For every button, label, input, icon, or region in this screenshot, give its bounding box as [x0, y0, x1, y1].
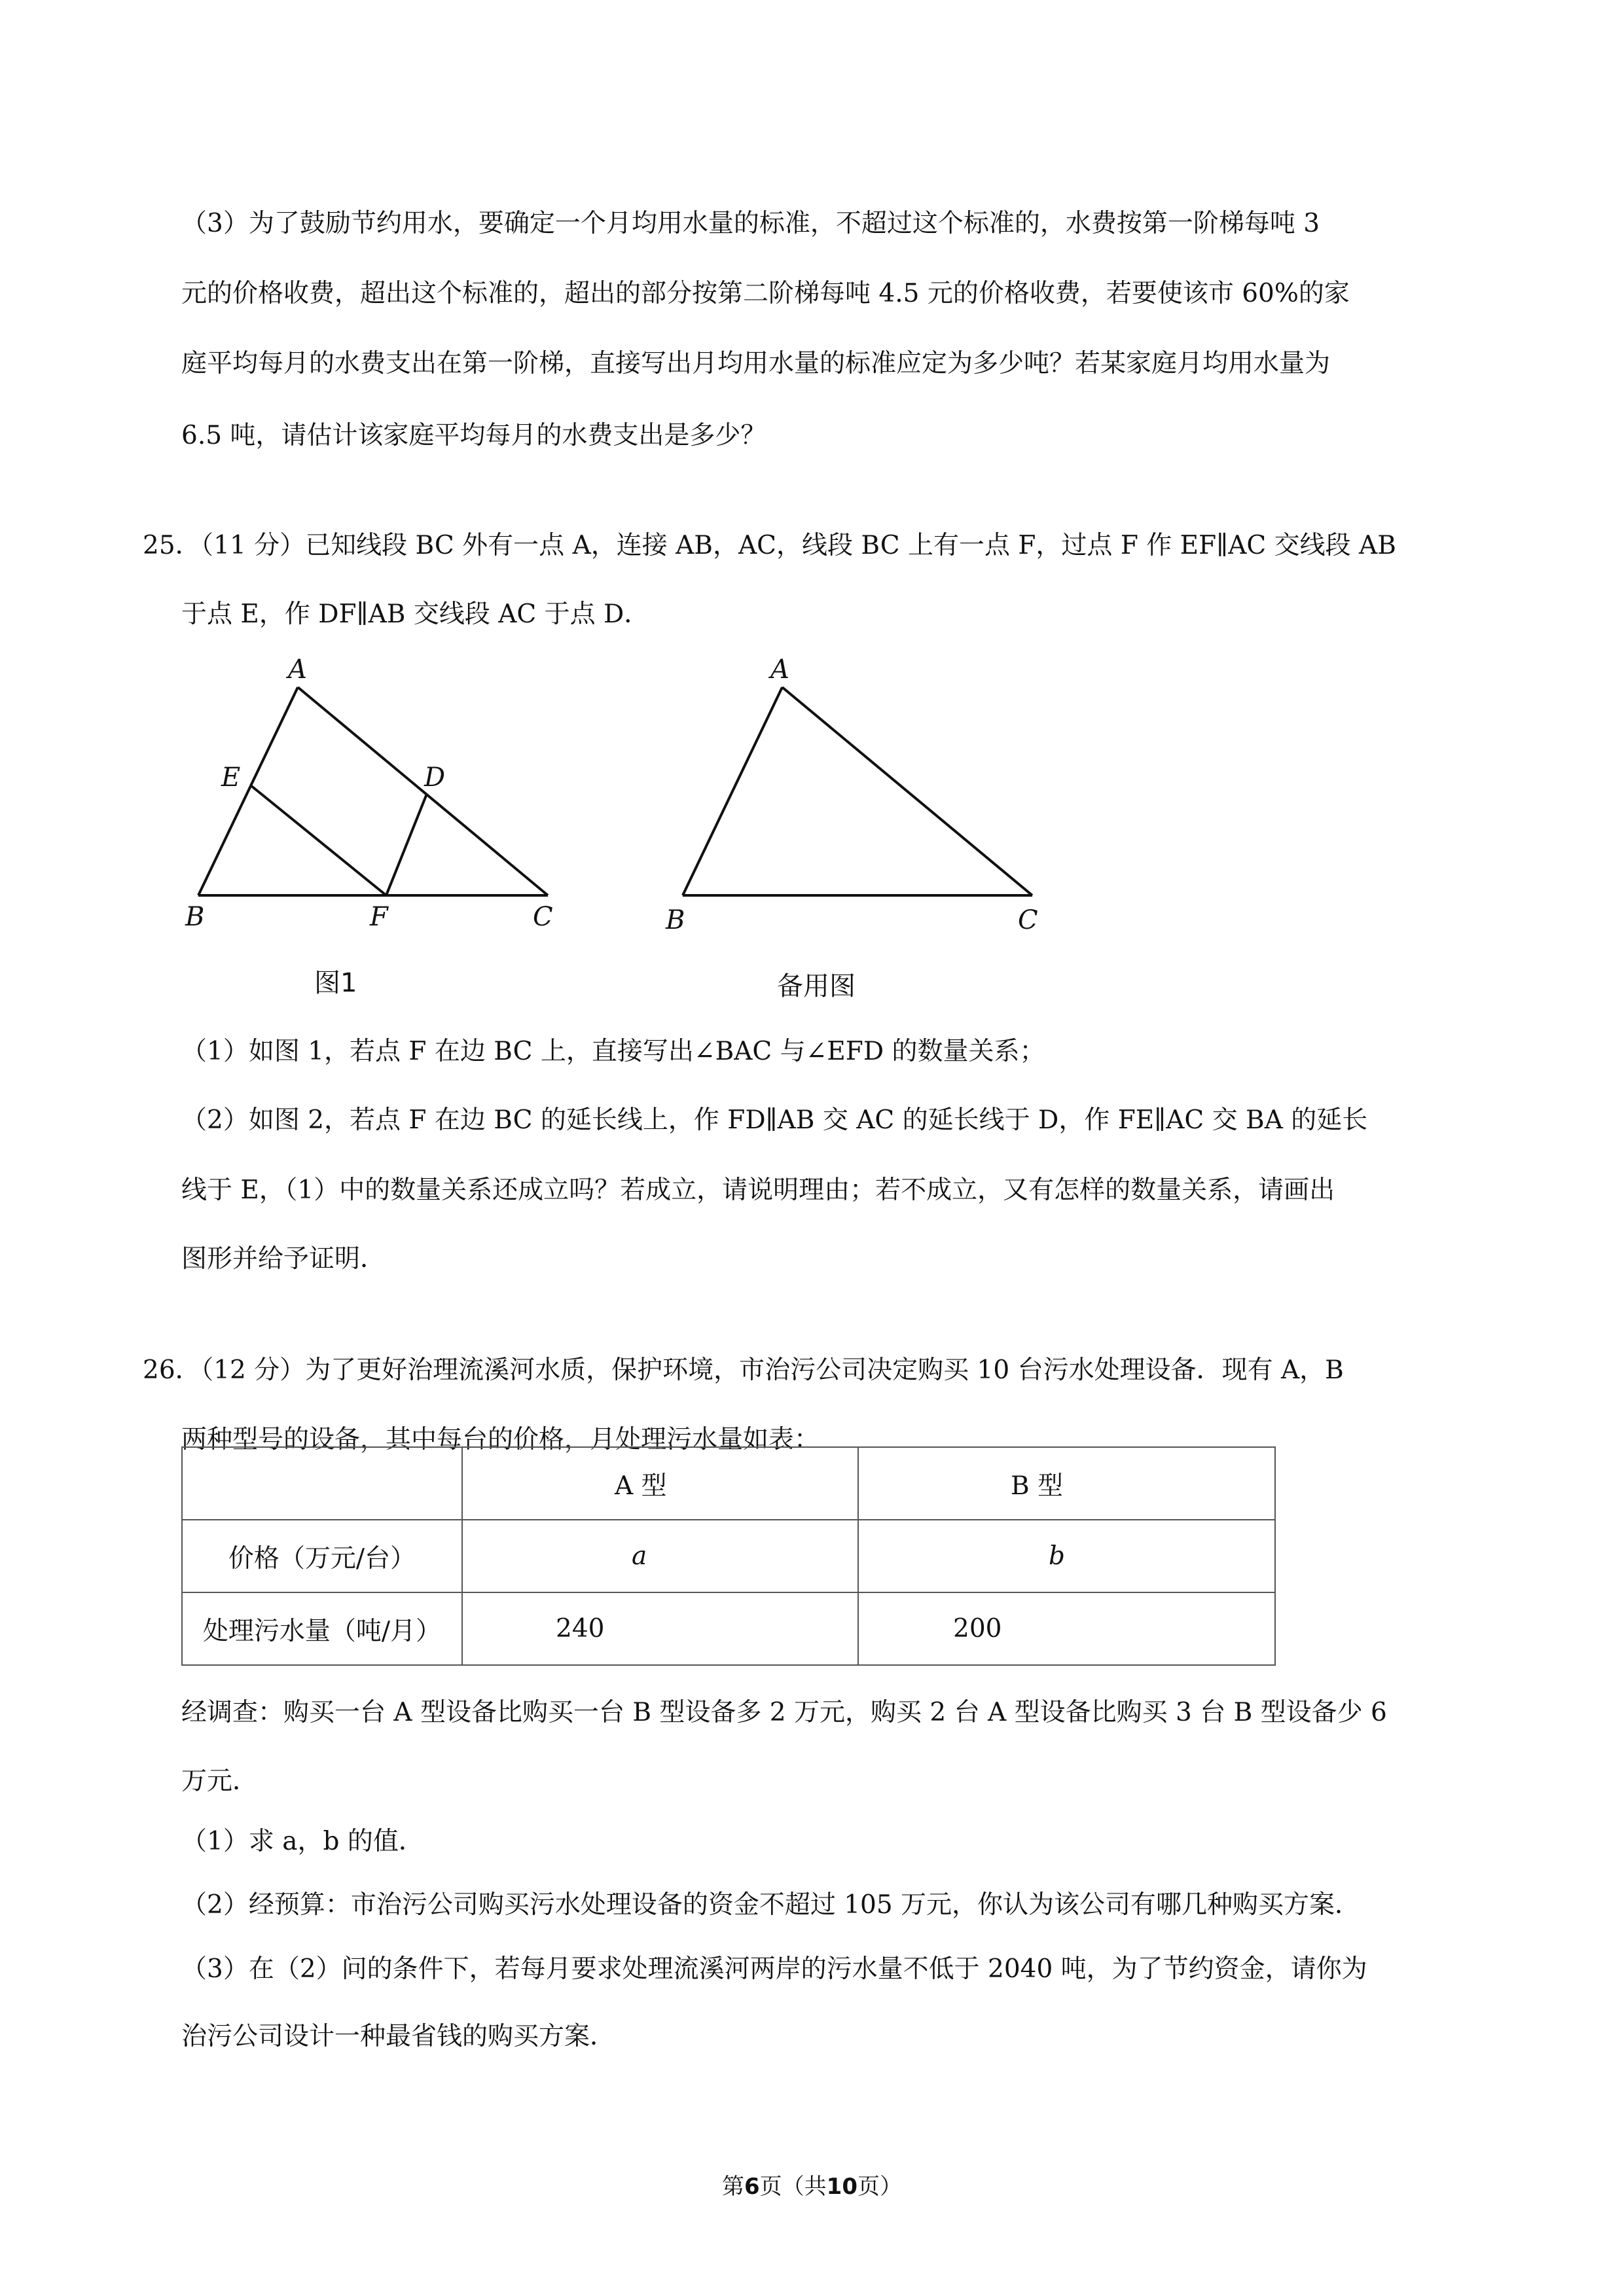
page-footer: [0, 2168, 1624, 2200]
table-cell: 处理污水量（吨/月）: [182, 1592, 462, 1665]
figure-1-triangle: [198, 687, 548, 895]
q26-part3-line1: （3）在（2）问的条件下，若每月要求处理流溪河两岸的污水量不低于 2040 吨，为了节约资金，请你为: [181, 1954, 1367, 1984]
fig1-label-F: F: [370, 902, 388, 932]
table-row: [182, 1592, 1275, 1665]
fig1-label-B: B: [185, 902, 205, 932]
table-header-row: [182, 1447, 1275, 1520]
table-row: [182, 1520, 1275, 1592]
footer-suffix: 页）: [857, 2174, 902, 2200]
equipment-table: [181, 1446, 1276, 1666]
q24-part3-line3: 庭平均每月的水费支出在第一阶梯，直接写出月均用水量的标准应定为多少吨？若某家庭月均用水量为: [181, 349, 1331, 378]
fig1-label-A: A: [288, 655, 307, 685]
q26-part3-line2: 治污公司设计一种最省钱的购买方案．: [181, 2022, 616, 2051]
fig2-label-B: B: [666, 905, 685, 935]
footer-total-pages: 10: [826, 2174, 857, 2200]
q26-survey-line2: 万元．: [181, 1767, 259, 1796]
q25-part2-line2: 线于 E，（1）中的数量关系还成立吗？若成立，请说明理由；若不成立，又有怎样的数量关系，请画出: [181, 1175, 1335, 1205]
fig1-label-C: C: [533, 902, 553, 932]
q26-stem-line1: 26．（12 分）为了更好治理流溪河水质，保护环境，市治污公司决定购买 10 台污水处理设备．现有 A，B: [143, 1355, 1344, 1385]
table-cell: a: [462, 1520, 858, 1592]
table-header-cell: B 型: [858, 1447, 1275, 1520]
table-cell: b: [858, 1520, 1275, 1592]
q26-stem-line2: 两种型号的设备，其中每台的价格，月处理污水量如表：: [181, 1425, 820, 1454]
fig1-label-E: E: [221, 762, 241, 793]
q25-stem-line1: 25．（11 分）已知线段 BC 外有一点 A，连接 AB，AC，线段 BC 上有一点 F，过点 F 作 EF∥AC 交线段 AB: [143, 531, 1396, 560]
q26-part2: （2）经预算：市治污公司购买污水处理设备的资金不超过 105 万元，你认为该公司有哪几种购买方案．: [181, 1890, 1361, 1920]
q24-part3-line4: 6.5 吨，请估计该家庭平均每月的水费支出是多少？: [181, 421, 767, 450]
fig2-label-C: C: [1018, 905, 1038, 935]
q25-part1: （1）如图 1，若点 F 在边 BC 上，直接写出∠BAC 与∠EFD 的数量关系；: [181, 1037, 1045, 1066]
fig1-label-D: D: [424, 762, 446, 793]
table-cell: 200: [858, 1592, 1275, 1665]
table-header-cell: A 型: [462, 1447, 858, 1520]
q26-survey-line1: 经调查：购买一台 A 型设备比购买一台 B 型设备多 2 万元，购买 2 台 A 型设备比购买 3 台 B 型设备少 6: [181, 1698, 1387, 1727]
q25-part2-line3: 图形并给予证明．: [181, 1244, 386, 1274]
fig2-caption: 备用图: [777, 971, 856, 1001]
table-cell: 价格（万元/台）: [182, 1520, 462, 1592]
q25-part2-line1: （2）如图 2，若点 F 在边 BC 的延长线上，作 FD∥AB 交 AC 的延长线于 D，作 FE∥AC 交 BA 的延长: [181, 1105, 1368, 1135]
footer-page-number: 6: [744, 2174, 760, 2200]
q24-part3-line1: （3）为了鼓励节约用水，要确定一个月均用水量的标准，不超过这个标准的，水费按第一阶梯每吨 3: [181, 209, 1320, 238]
q25-stem-line2: 于点 E，作 DF∥AB 交线段 AC 于点 D．: [181, 600, 650, 629]
segment-DF: [386, 794, 427, 895]
segment-EF: [251, 785, 386, 895]
q24-part3-line2: 元的价格收费，超出这个标准的，超出的部分按第二阶梯每吨 4.5 元的价格收费，若要使该市 60%的家: [181, 279, 1350, 308]
footer-prefix: 第: [722, 2174, 744, 2200]
footer-mid: 页（共: [759, 2174, 827, 2200]
fig2-label-A: A: [770, 655, 789, 685]
table-header-cell: [182, 1447, 462, 1520]
table-cell: 240: [462, 1592, 858, 1665]
figure-2-triangle: [683, 687, 1032, 895]
fig1-caption: 图1: [314, 968, 357, 998]
q26-part1: （1）求 a，b 的值．: [181, 1827, 424, 1856]
